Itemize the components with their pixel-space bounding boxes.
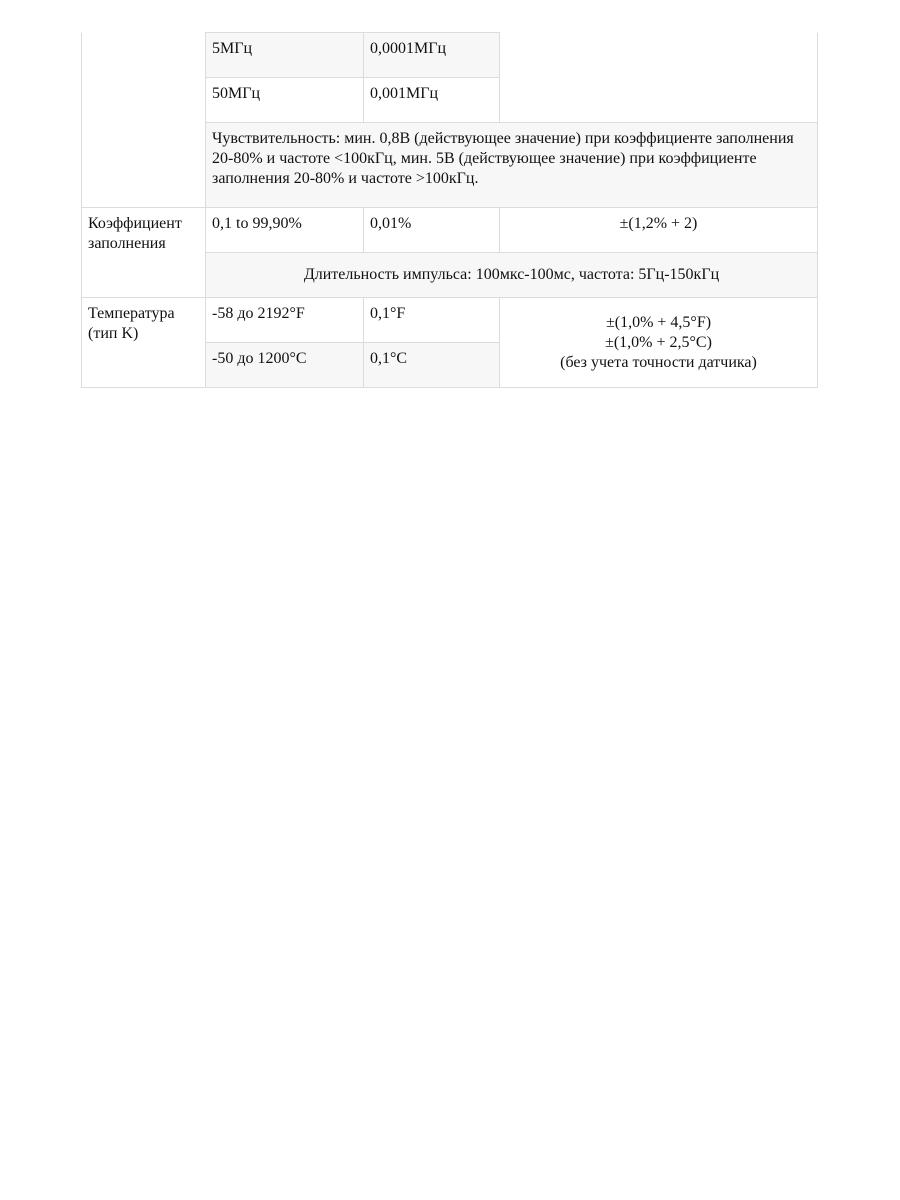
- temperature-label: Температура (тип K): [82, 298, 206, 388]
- accuracy-line: ±(1,0% + 2,5°C): [605, 333, 712, 351]
- range-cell: 50МГц: [206, 78, 364, 123]
- resolution-cell: 0,0001МГц: [364, 33, 500, 78]
- specifications-table: [81, 32, 818, 388]
- resolution-cell: 0,001МГц: [364, 78, 500, 123]
- accuracy-cell: [500, 33, 818, 123]
- table-row: [82, 33, 818, 78]
- temperature-accuracy-cell: [500, 298, 818, 388]
- table-row: [82, 298, 818, 343]
- range-cell: -58 до 2192°F: [206, 298, 364, 343]
- resolution-cell: 0,1°F: [364, 298, 500, 343]
- range-cell: 5МГц: [206, 33, 364, 78]
- accuracy-line: (без учета точности датчика): [560, 353, 757, 371]
- accuracy-line: ±(1,0% + 4,5°F): [605, 313, 712, 331]
- sensitivity-note: Чувствительность: мин. 0,8В (действующее значение) при коэффициенте заполнения 20-80% и частоте <100кГц, мин. 5В (действующее значение) при коэффициенте заполнения 20-80% и частоте >100кГц.: [206, 123, 818, 208]
- table-row: [82, 208, 818, 253]
- duty-cycle-label: Коэффициент заполнения: [82, 208, 206, 298]
- range-cell: 0,1 to 99,90%: [206, 208, 364, 253]
- frequency-label-cell: [82, 33, 206, 208]
- resolution-cell: 0,1°C: [364, 343, 500, 388]
- resolution-cell: 0,01%: [364, 208, 500, 253]
- range-cell: -50 до 1200°C: [206, 343, 364, 388]
- pulse-width-note: Длительность импульса: 100мкс-100мс, частота: 5Гц-150кГц: [206, 253, 818, 298]
- accuracy-cell: ±(1,2% + 2): [500, 208, 818, 253]
